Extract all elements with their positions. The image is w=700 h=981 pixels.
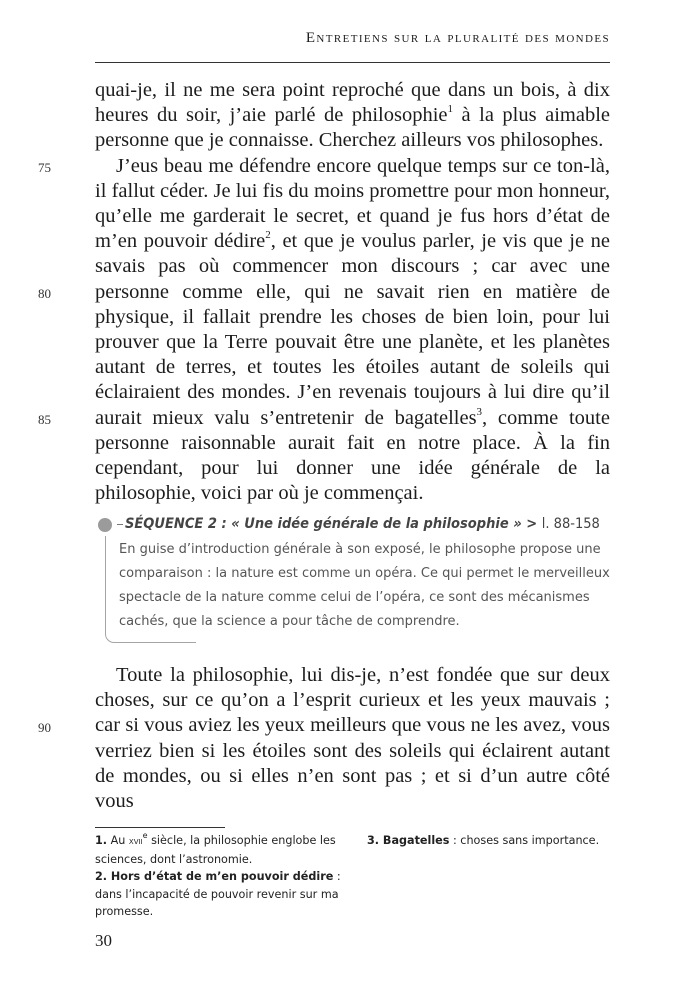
footnotes-right [367,832,617,850]
paragraph-1 [95,78,610,154]
heading-dash [117,524,123,525]
sequence-line-ref: l. 88-158 [541,516,600,532]
sequence-heading [95,512,610,536]
footnote-1-century: xvii [128,836,143,847]
main-text-block-1 [95,78,610,506]
paragraph-2 [95,154,610,507]
footnote-ref-2: 2 [265,229,271,242]
line-number-80: 80 [38,286,51,301]
footnote-3-text: : choses sans importance. [449,834,600,847]
paragraph-2-text-b: , et que je voulus parler, je vis que je ne savais pas où commencer mon discours ; car avec une personne comme elle, qui ne savait rien en matière de physique, il fallait prendre les choses de bien loin, pour lui prouver que la Terre pouvait être une planète, et les planètes autant de terres, et toutes les étoiles autant de soleils qui éclairaient des mondes. J’en revenais toujours à lui dire qu’il aurait mieux valu s’entretenir de bagatelles [95,230,611,429]
line-number-90: 90 [38,720,51,735]
paragraph-1-text: quai-je, il ne me sera point reproché que dans un bois, à dix heures du soir, j’aie parlé de philosophie [95,79,610,127]
footnote-3 [367,832,617,850]
footnote-1-number: 1. [95,834,108,847]
sequence-label: SÉQUENCE 2 : [125,516,232,532]
footnotes-left [95,832,345,921]
footnote-1-sup: e [142,831,148,841]
footnote-1-text: siècle, la philosophie englobe les sciences, dont l’astronomie. [95,834,336,866]
main-text-block-2 [95,663,610,814]
paragraph-2-text-c: , comme toute personne raisonnable aurait fait en notre place. À la fin cependant, pour lui donner une idée générale de la philosophie, voici par où je commençai. [95,406,610,505]
bullet-dot-icon [98,518,112,532]
footnote-rule [95,827,225,828]
sequence-summary: En guise d’introduction générale à son exposé, le philosophe propose une comparaison : la nature est comme un opéra. Ce qui permet le merveilleux spectacle de la nature comme celui de l’opéra, ce sont des mécanismes cachés, que la science a pour tâche de comprendre. [119,542,610,629]
header-rule [95,62,610,63]
sequence-arrow: > [521,516,542,532]
footnote-2-term: 2. Hors d’état de m’en pouvoir dédire [95,870,334,883]
footnote-ref-1: 1 [447,103,454,116]
sequence-title: « Une idée générale de la philosophie » [231,516,522,532]
paragraph-3: Toute la philosophie, lui dis-je, n’est fondée que sur deux choses, sur ce qu’on a l’esprit curieux et les yeux mauvais ; car si vous aviez les yeux meilleurs que vous ne les avez, vous verriez bien si les étoiles sont des soleils qui éclairent autant de mondes, ou si elles n’en sont pas ; et si d’un autre côté vous [95,664,610,813]
footnote-1-pre: Au [107,834,129,847]
footnote-1 [95,832,345,868]
footnote-ref-3: 3 [476,405,483,418]
footnote-2-text: : dans l’incapacité de pouvoir revenir sur ma promesse. [95,870,341,918]
line-number-85: 85 [38,412,51,427]
line-number-75: 75 [38,160,51,175]
sequence-box [95,512,610,629]
footnote-3-term: 3. Bagatelles [367,834,450,847]
paragraph-1-text-end: à la plus aimable personne que je connaisse. Cherchez ailleurs vos philosophes. [95,104,610,152]
running-head: Entretiens sur la pluralité des mondes [305,30,610,46]
footnote-2 [95,868,345,921]
page-number: 30 [95,931,112,950]
paragraph-2-text-a: J’eus beau me défendre encore quelque temps sur ce ton-là, il fallut céder. Je lui fis du moins promettre pour mon honneur, qu’elle me garderait le secret, et quand je fus hors d’état de m’en pouvoir dédire [95,154,610,253]
